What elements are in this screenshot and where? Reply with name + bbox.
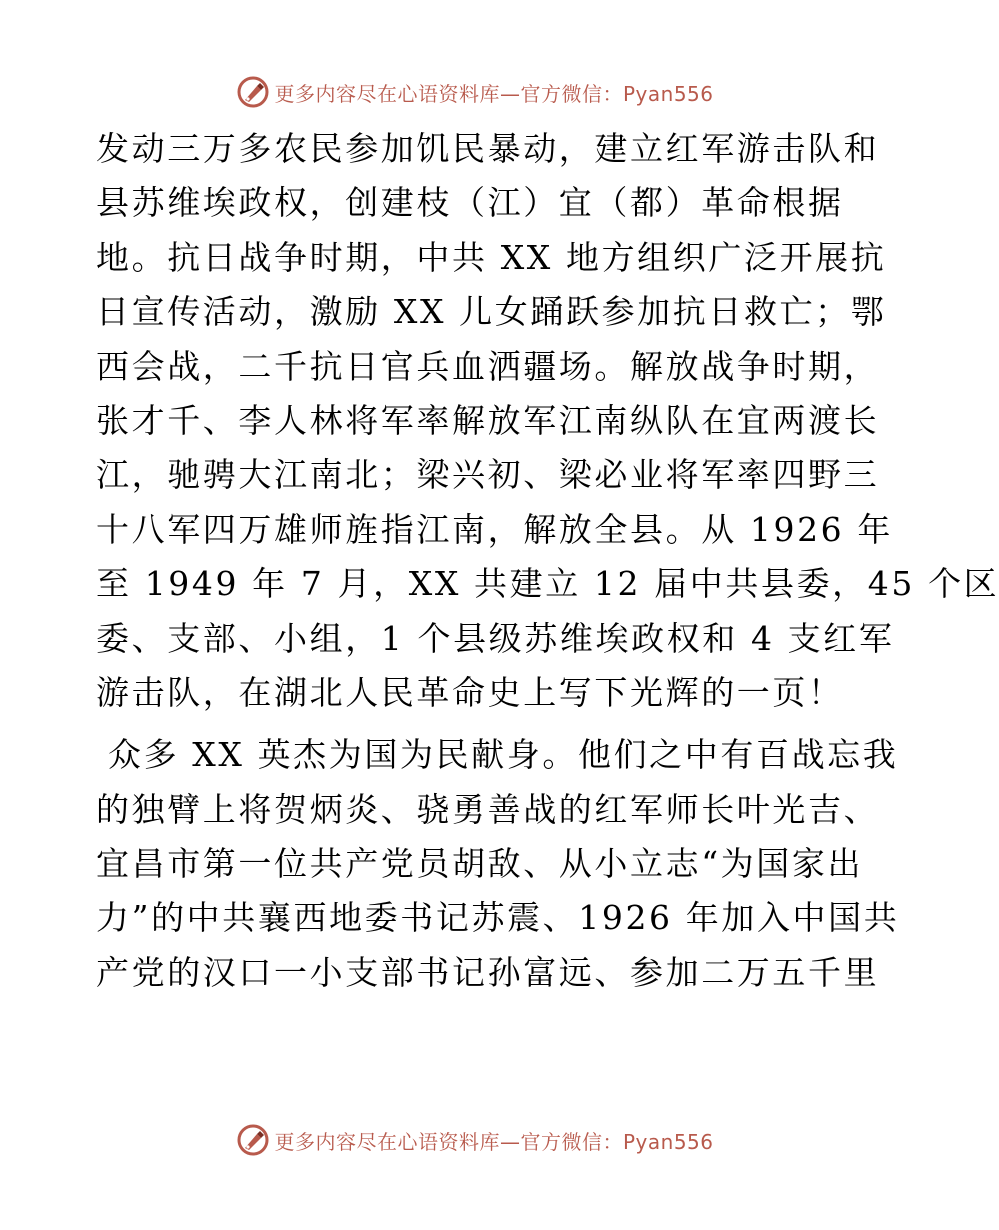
- paragraph-spacer: [96, 720, 856, 728]
- text-line: 委、支部、小组，1 个县级苏维埃政权和 4 支红军: [96, 618, 895, 658]
- paragraph-1: [96, 122, 999, 720]
- header-watermark: [0, 70, 950, 114]
- text-line: 江，驰骋大江南北；梁兴初、梁必业将军率四野三: [96, 455, 880, 495]
- watermark-handle: Pyan556: [622, 81, 714, 106]
- text-line: 发动三万多农民参加饥民暴动，建立红军游击队和: [96, 129, 880, 168]
- text-line: 众多 XX 英杰为国为民献身。他们之中有百战忘我: [108, 735, 899, 775]
- text-line: 游击队，在湖北人民革命史上写下光辉的一页！: [96, 672, 844, 712]
- text-line: 产党的汉口一小支部书记孙富远、参加二万五千里: [96, 952, 880, 992]
- paragraph-2: [96, 728, 900, 1000]
- text-line: 县苏维埃政权，创建枝（江）宜（都）革命根据: [96, 183, 844, 223]
- watermark-handle: Pyan556: [622, 1129, 714, 1154]
- watermark-cn-text: 更多内容尽在心语资料库—官方微信：: [274, 81, 623, 106]
- footer-watermark: [0, 1118, 950, 1162]
- watermark-text: [274, 78, 713, 107]
- text-line: 宜昌市第一位共产党员胡敌、从小立志“为国家出: [96, 844, 864, 884]
- pen-nib-logo-icon: [236, 1123, 270, 1157]
- text-line: 十八军四万雄师旌指江南，解放全县。从 1926 年: [96, 509, 893, 549]
- text-line: 至 1949 年 7 月，XX 共建立 12 届中共县委，45 个区: [96, 564, 999, 604]
- text-line: 日宣传活动，激励 XX 儿女踊跃参加抗日救亡；鄂: [96, 292, 887, 332]
- text-line: 力”的中共襄西地委书记苏震、1926 年加入中国共: [96, 898, 900, 938]
- document-body: [96, 122, 999, 1000]
- watermark-text: [274, 1126, 713, 1155]
- text-line: 张才千、李人林将军率解放军江南纵队在宜两渡长: [96, 400, 880, 440]
- text-line: 的独臂上将贺炳炎、骁勇善战的红军师长叶光吉、: [96, 789, 880, 829]
- text-line: 地。抗日战争时期，中共 XX 地方组织广泛开展抗: [96, 237, 887, 277]
- text-line: 西会战，二千抗日官兵血洒疆场。解放战争时期，: [96, 346, 880, 386]
- pen-nib-logo-icon: [236, 75, 270, 109]
- watermark-cn-text: 更多内容尽在心语资料库—官方微信：: [274, 1129, 623, 1154]
